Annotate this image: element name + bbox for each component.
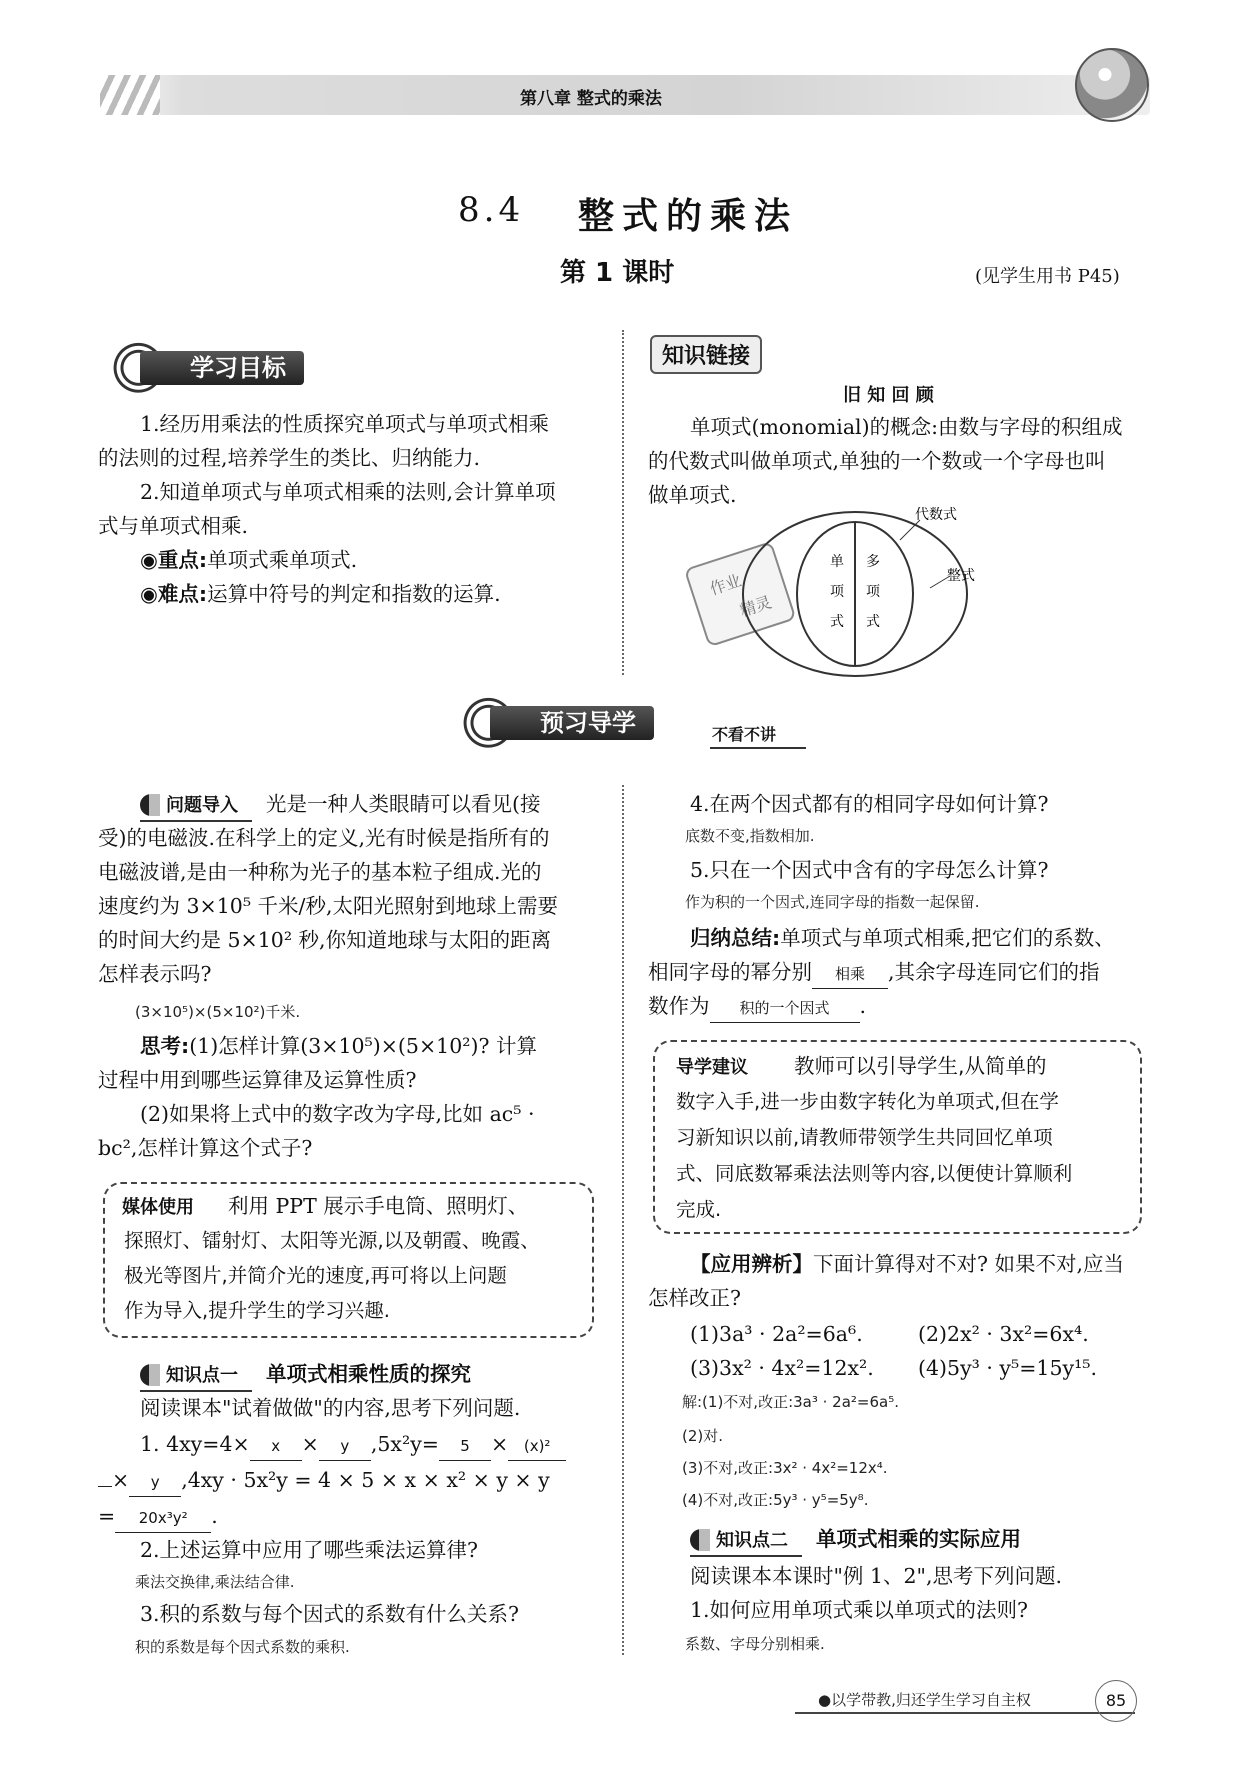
goals-banner-label: 学习目标 [140, 351, 304, 385]
stamp-top: 作业 [707, 570, 744, 599]
media-line-3: 极光等图片,并简介光的速度,再可将以上问题 [124, 1264, 507, 1287]
kp2-title: 单项式相乘的实际应用 [816, 1527, 1021, 1551]
guide-line-5: 完成. [676, 1198, 722, 1221]
preview-note: 不看不讲 [710, 722, 806, 749]
header-stripes [100, 75, 160, 115]
kp2-tag: 知识点二 [690, 1527, 802, 1557]
hard-point [140, 580, 501, 608]
section-title: 整式的乘法 [578, 195, 799, 237]
a6: 系数、字母分别相乘. [685, 1635, 825, 1653]
poly-2: 项 [866, 584, 880, 600]
book-reference: (见学生用书 P45) [975, 266, 1120, 287]
mono-2: 项 [830, 584, 844, 600]
apply-label: 【应用辨析】 [690, 1252, 813, 1276]
summary-line-1: 归纳总结:单项式与单项式相乘,把它们的系数、 [690, 926, 1115, 950]
key-label: ◉重点: [140, 548, 208, 572]
a3: 积的系数是每个因式系数的乘积. [135, 1638, 350, 1656]
link-subtitle: 旧 知 回 顾 [843, 385, 934, 406]
goal-line-1: 1.经历用乘法的性质探究单项式与单项式相乘 [140, 412, 550, 436]
homework-stamp-icon [685, 542, 795, 646]
goal-line-3: 2.知道单项式与单项式相乘的法则,会计算单项 [140, 480, 556, 504]
intro-answer: (3×10⁵)×(5×10²)千米. [135, 1003, 301, 1021]
guide-line-2: 数字入手,进一步由数字转化为单项式,但在学 [676, 1090, 1059, 1113]
section-number: 8.4 [458, 190, 525, 230]
goal-line-4: 式与单项式相乘. [98, 514, 249, 538]
think-line-4: bc²,怎样计算这个式子? [98, 1136, 313, 1160]
hard-text: 运算中符号的判定和指数的运算. [207, 582, 501, 606]
blank-1: x [250, 1432, 302, 1461]
a5: 作为积的一个因式,连同字母的指数一起保留. [685, 893, 980, 911]
solution-2: (2)对. [682, 1427, 724, 1445]
guide-tag: 导学建议 [676, 1057, 748, 1078]
poly-3: 式 [866, 614, 880, 630]
guide-line-3: 习新知识以前,请教师带领学生共同回忆单项 [676, 1126, 1053, 1149]
apply-line-2: 怎样改正? [648, 1286, 741, 1310]
a2: 乘法交换律,乘法结合律. [135, 1573, 295, 1591]
intro-line-6: 怎样表示吗? [98, 962, 212, 986]
expression-diagram [660, 500, 1000, 680]
summary-line-2: 相同字母的幂分别 相乘 ,其余字母连同它们的指 [648, 958, 1100, 989]
mono-3: 式 [830, 614, 844, 630]
a4: 底数不变,指数相加. [685, 827, 815, 845]
apply-line-1: 【应用辨析】下面计算得对不对? 如果不对,应当 [690, 1252, 1125, 1276]
hard-label: ◉难点: [140, 582, 208, 606]
solution-3: (3)不对,改正:3x² · 4x²=12x⁴. [682, 1459, 888, 1477]
intro-line-4: 速度约为 3×10⁵ 千米/秒,太阳光照射到地球上需要 [98, 894, 558, 918]
blank-5: y [129, 1468, 181, 1497]
blank-2: y [319, 1432, 371, 1461]
column-divider-bottom [622, 785, 624, 1655]
think-label: 思考: [140, 1034, 190, 1058]
preview-banner-label: 预习导学 [490, 706, 654, 740]
key-text: 单项式乘单项式. [207, 548, 358, 572]
intro-tag: 问题导入 [140, 792, 252, 822]
solution-1: 解:(1)不对,改正:3a³ · 2a²=6a⁵. [682, 1393, 900, 1411]
think-line-1: 思考:(1)怎样计算(3×10⁵)×(5×10²)? 计算 [140, 1034, 537, 1058]
guide-line-4: 式、同底数幂乘法法则等内容,以便使计算顺利 [676, 1162, 1073, 1185]
kp1-heading [140, 1360, 471, 1392]
intro-line-5: 的时间大约是 5×10² 秒,你知道地球与太阳的距离 [98, 928, 552, 952]
blank-factor: 积的一个因式 [710, 994, 860, 1023]
footer-rule [795, 1712, 1135, 1714]
link-line-1: 单项式(monomial)的概念:由数与字母的积组成 [690, 415, 1123, 439]
blank-multiply: 相乘 [812, 960, 888, 989]
media-line-4: 作为导入,提升学生的学习兴趣. [124, 1299, 390, 1322]
intro-line-2: 受)的电磁波.在科学上的定义,光有时候是指所有的 [98, 826, 550, 850]
kp1-title: 单项式相乘性质的探究 [266, 1362, 471, 1386]
key-point [140, 546, 357, 574]
q2: 2.上述运算中应用了哪些乘法运算律? [140, 1538, 479, 1562]
media-line-1: 媒体使用 利用 PPT 展示手电筒、照明灯、 [122, 1194, 529, 1218]
blank-3: 5 [439, 1432, 491, 1461]
label-integral: 整式 [947, 568, 975, 584]
link-line-2: 的代数式叫做单项式,单独的一个数或一个字母也叫 [648, 449, 1106, 473]
goal-line-2: 的法则的过程,培养学生的类比、归纳能力. [98, 446, 481, 470]
exercise-4: (4)5y³ · y⁵=15y¹⁵. [918, 1356, 1098, 1380]
q3: 3.积的系数与每个因式的系数有什么关系? [140, 1602, 520, 1626]
think-line-3: (2)如果将上式中的数字改为字母,比如 ac⁵ · [140, 1102, 535, 1126]
mono-1: 单 [830, 554, 844, 570]
summary-label: 归纳总结: [690, 926, 781, 950]
summary-line-3: 数作为 积的一个因式 . [648, 992, 866, 1023]
guide-line-1: 导学建议 教师可以引导学生,从简单的 [676, 1054, 1047, 1078]
media-tag: 媒体使用 [122, 1197, 194, 1218]
lesson-title: 第 1 课时 [560, 258, 675, 288]
stamp-bottom: 精灵 [737, 592, 774, 621]
solution-4: (4)不对,改正:5y³ · y⁵=5y⁸. [682, 1491, 869, 1509]
exercise-1: (1)3a³ · 2a²=6a⁶. [690, 1322, 863, 1346]
q1-line-3: = 20x³y² . [98, 1502, 218, 1533]
q4: 4.在两个因式都有的相同字母如何计算? [690, 792, 1049, 816]
column-divider-top [622, 330, 624, 675]
kp1-tag: 知识点一 [140, 1362, 252, 1392]
blank-6: 20x³y² [115, 1504, 211, 1533]
q6: 1.如何应用单项式乘以单项式的法则? [690, 1598, 1029, 1622]
kp2-heading [690, 1525, 1021, 1557]
poly-1: 多 [866, 554, 880, 570]
kp2-read: 阅读课本本课时"例 1、2",思考下列问题. [690, 1564, 1062, 1588]
intro-line-3: 电磁波谱,是由一种称为光子的基本粒子组成.光的 [98, 860, 542, 884]
q1-line-1: 1. 4xy=4× x × y ,5x²y= 5 × (x)² [140, 1430, 566, 1461]
q1-line-2: × y ,4xy · 5x²y = 4 × 5 × x × x² × y × y [98, 1466, 550, 1497]
exercise-3: (3)3x² · 4x²=12x². [690, 1356, 874, 1380]
media-line-2: 探照灯、镭射灯、太阳等光源,以及朝霞、晚霞、 [124, 1229, 540, 1252]
exercise-2: (2)2x² · 3x²=6x⁴. [918, 1322, 1089, 1346]
link-banner: 知识链接 [650, 335, 762, 374]
page-number: 85 [1095, 1680, 1137, 1722]
kp1-read: 阅读课本"试着做做"的内容,思考下列问题. [140, 1396, 521, 1420]
q5: 5.只在一个因式中含有的字母怎么计算? [690, 858, 1049, 882]
link-line-3: 做单项式. [648, 483, 737, 507]
intro-line-1: 问题导入 光是一种人类眼睛可以看见(接 [140, 790, 541, 822]
goals-banner [100, 345, 400, 389]
chapter-title: 第八章 整式的乘法 [520, 89, 662, 109]
label-algebraic: 代数式 [915, 507, 957, 523]
mascot-icon [1075, 48, 1149, 122]
footer-motto: ●以学带教,归还学生学习自主权 [818, 1691, 1031, 1709]
think-line-2: 过程中用到哪些运算律及运算性质? [98, 1068, 417, 1092]
blank-4: (x)² [508, 1432, 566, 1461]
